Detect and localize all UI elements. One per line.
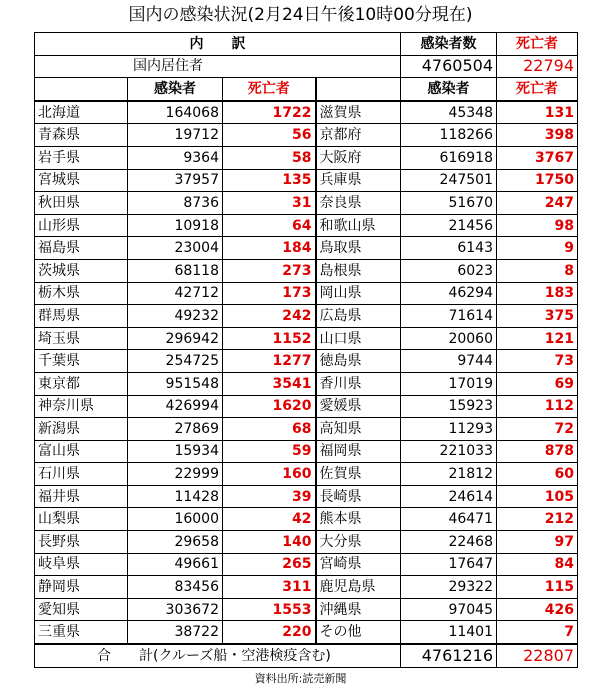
left-infected: 38722 bbox=[128, 621, 223, 644]
right-deaths: 131 bbox=[497, 101, 578, 124]
right-infected: 21812 bbox=[401, 463, 497, 486]
left-infected: 23004 bbox=[128, 237, 223, 260]
right-prefecture: その他 bbox=[316, 621, 401, 644]
right-deaths: 97 bbox=[497, 531, 578, 554]
table-row bbox=[35, 598, 578, 621]
table-row bbox=[35, 214, 578, 237]
right-prefecture: 愛媛県 bbox=[316, 395, 401, 418]
left-prefecture: 山梨県 bbox=[35, 508, 128, 531]
left-prefecture: 三重県 bbox=[35, 621, 128, 644]
left-deaths: 42 bbox=[223, 508, 316, 531]
right-deaths: 183 bbox=[497, 282, 578, 305]
right-infected: 221033 bbox=[401, 440, 497, 463]
left-infected: 303672 bbox=[128, 598, 223, 621]
total-deaths: 22807 bbox=[497, 644, 578, 667]
left-infected: 37957 bbox=[128, 169, 223, 192]
left-prefecture: 長野県 bbox=[35, 531, 128, 554]
left-prefecture: 岐阜県 bbox=[35, 553, 128, 576]
left-deaths: 265 bbox=[223, 553, 316, 576]
right-prefecture: 大分県 bbox=[316, 531, 401, 554]
right-infected: 21456 bbox=[401, 214, 497, 237]
right-prefecture: 熊本県 bbox=[316, 508, 401, 531]
right-deaths: 212 bbox=[497, 508, 578, 531]
left-infected: 951548 bbox=[128, 372, 223, 395]
table-row bbox=[35, 350, 578, 373]
left-infected: 9364 bbox=[128, 146, 223, 169]
right-prefecture: 宮崎県 bbox=[316, 553, 401, 576]
left-infected: 426994 bbox=[128, 395, 223, 418]
table-row bbox=[35, 508, 578, 531]
right-prefecture: 和歌山県 bbox=[316, 214, 401, 237]
right-deaths: 121 bbox=[497, 327, 578, 350]
right-infected: 616918 bbox=[401, 146, 497, 169]
right-deaths: 375 bbox=[497, 305, 578, 328]
residents-deaths: 22794 bbox=[497, 55, 578, 78]
right-infected: 71614 bbox=[401, 305, 497, 328]
page-title: 国内の感染状況(2月24日午後10時00分現在) bbox=[128, 5, 473, 25]
total-label: 合 計(クルーズ船・空港検疫含む) bbox=[35, 644, 401, 667]
right-infected: 6023 bbox=[401, 259, 497, 282]
table-row bbox=[35, 553, 578, 576]
table-row bbox=[35, 621, 578, 644]
left-deaths: 273 bbox=[223, 259, 316, 282]
right-prefecture: 兵庫県 bbox=[316, 169, 401, 192]
right-infected: 97045 bbox=[401, 598, 497, 621]
table-row bbox=[35, 418, 578, 441]
right-deaths: 60 bbox=[497, 463, 578, 486]
table-row bbox=[35, 124, 578, 147]
right-prefecture: 大阪府 bbox=[316, 146, 401, 169]
left-prefecture: 宮城県 bbox=[35, 169, 128, 192]
left-infected: 19712 bbox=[128, 124, 223, 147]
left-deaths: 184 bbox=[223, 237, 316, 260]
left-infected: 11428 bbox=[128, 485, 223, 508]
table-row bbox=[35, 101, 578, 124]
right-prefecture: 鹿児島県 bbox=[316, 576, 401, 599]
left-prefecture: 神奈川県 bbox=[35, 395, 128, 418]
left-deaths: 311 bbox=[223, 576, 316, 599]
right-infected: 24614 bbox=[401, 485, 497, 508]
left-infected: 296942 bbox=[128, 327, 223, 350]
left-prefecture: 埼玉県 bbox=[35, 327, 128, 350]
left-deaths: 64 bbox=[223, 214, 316, 237]
header-row bbox=[35, 33, 578, 56]
right-infected: 247501 bbox=[401, 169, 497, 192]
residents-label: 国内居住者 bbox=[35, 55, 401, 78]
right-prefecture: 長崎県 bbox=[316, 485, 401, 508]
left-deaths: 135 bbox=[223, 169, 316, 192]
left-deaths: 58 bbox=[223, 146, 316, 169]
right-prefecture: 滋賀県 bbox=[316, 101, 401, 124]
infection-table bbox=[34, 32, 578, 668]
right-infected: 15923 bbox=[401, 395, 497, 418]
left-infected: 83456 bbox=[128, 576, 223, 599]
table-row bbox=[35, 576, 578, 599]
left-infected: 27869 bbox=[128, 418, 223, 441]
right-infected: 22468 bbox=[401, 531, 497, 554]
right-deaths: 398 bbox=[497, 124, 578, 147]
table-row bbox=[35, 305, 578, 328]
right-prefecture: 京都府 bbox=[316, 124, 401, 147]
right-prefecture: 広島県 bbox=[316, 305, 401, 328]
left-deaths: 220 bbox=[223, 621, 316, 644]
right-infected: 29322 bbox=[401, 576, 497, 599]
left-deaths: 56 bbox=[223, 124, 316, 147]
right-deaths: 69 bbox=[497, 372, 578, 395]
left-prefecture: 新潟県 bbox=[35, 418, 128, 441]
right-infected: 51670 bbox=[401, 192, 497, 215]
right-deaths: 115 bbox=[497, 576, 578, 599]
table-row bbox=[35, 440, 578, 463]
breakdown-header: 内 訳 bbox=[35, 33, 401, 56]
table-row bbox=[35, 237, 578, 260]
right-deaths: 98 bbox=[497, 214, 578, 237]
right-deaths: 105 bbox=[497, 485, 578, 508]
left-deaths: 1152 bbox=[223, 327, 316, 350]
table-row bbox=[35, 282, 578, 305]
left-deaths: 59 bbox=[223, 440, 316, 463]
total-row bbox=[35, 644, 578, 667]
table-row bbox=[35, 192, 578, 215]
right-prefecture: 高知県 bbox=[316, 418, 401, 441]
right-pref-header bbox=[316, 78, 401, 101]
right-infected: 17019 bbox=[401, 372, 497, 395]
right-deaths: 72 bbox=[497, 418, 578, 441]
left-prefecture: 北海道 bbox=[35, 101, 128, 124]
left-prefecture: 山形県 bbox=[35, 214, 128, 237]
right-prefecture: 沖縄県 bbox=[316, 598, 401, 621]
table-row bbox=[35, 395, 578, 418]
infected-total-header: 感染者数 bbox=[401, 33, 497, 56]
left-infected: 164068 bbox=[128, 101, 223, 124]
right-infected: 17647 bbox=[401, 553, 497, 576]
left-deaths: 173 bbox=[223, 282, 316, 305]
left-deaths: 1553 bbox=[223, 598, 316, 621]
right-deaths: 112 bbox=[497, 395, 578, 418]
left-prefecture: 福島県 bbox=[35, 237, 128, 260]
left-prefecture: 静岡県 bbox=[35, 576, 128, 599]
table-row bbox=[35, 169, 578, 192]
right-deaths: 8 bbox=[497, 259, 578, 282]
right-deaths: 9 bbox=[497, 237, 578, 260]
right-infected-header: 感染者 bbox=[401, 78, 497, 101]
right-prefecture: 鳥取県 bbox=[316, 237, 401, 260]
left-deaths: 3541 bbox=[223, 372, 316, 395]
left-prefecture: 青森県 bbox=[35, 124, 128, 147]
left-deaths: 1277 bbox=[223, 350, 316, 373]
left-prefecture: 東京都 bbox=[35, 372, 128, 395]
left-deaths: 1620 bbox=[223, 395, 316, 418]
right-deaths: 878 bbox=[497, 440, 578, 463]
table-row bbox=[35, 485, 578, 508]
right-deaths: 84 bbox=[497, 553, 578, 576]
left-deaths: 31 bbox=[223, 192, 316, 215]
total-infected: 4761216 bbox=[401, 644, 497, 667]
left-deaths: 68 bbox=[223, 418, 316, 441]
right-prefecture: 佐賀県 bbox=[316, 463, 401, 486]
right-deaths: 426 bbox=[497, 598, 578, 621]
left-pref-header bbox=[35, 78, 128, 101]
left-infected: 49232 bbox=[128, 305, 223, 328]
left-prefecture: 石川県 bbox=[35, 463, 128, 486]
right-deaths: 73 bbox=[497, 350, 578, 373]
right-infected: 11293 bbox=[401, 418, 497, 441]
table-row bbox=[35, 372, 578, 395]
left-infected: 254725 bbox=[128, 350, 223, 373]
right-infected: 118266 bbox=[401, 124, 497, 147]
right-infected: 46471 bbox=[401, 508, 497, 531]
right-deaths: 7 bbox=[497, 621, 578, 644]
right-prefecture: 徳島県 bbox=[316, 350, 401, 373]
left-prefecture: 富山県 bbox=[35, 440, 128, 463]
table-row bbox=[35, 259, 578, 282]
right-infected: 45348 bbox=[401, 101, 497, 124]
source-note: 資料出所:読売新聞 bbox=[254, 672, 347, 685]
table-row bbox=[35, 327, 578, 350]
left-infected: 68118 bbox=[128, 259, 223, 282]
left-deaths-header: 死亡者 bbox=[223, 78, 316, 101]
right-infected: 11401 bbox=[401, 621, 497, 644]
residents-row bbox=[35, 55, 578, 78]
right-infected: 46294 bbox=[401, 282, 497, 305]
right-prefecture: 奈良県 bbox=[316, 192, 401, 215]
left-prefecture: 愛知県 bbox=[35, 598, 128, 621]
right-infected: 9744 bbox=[401, 350, 497, 373]
left-prefecture: 千葉県 bbox=[35, 350, 128, 373]
residents-infected: 4760504 bbox=[401, 55, 497, 78]
right-prefecture: 山口県 bbox=[316, 327, 401, 350]
left-prefecture: 岩手県 bbox=[35, 146, 128, 169]
right-deaths: 1750 bbox=[497, 169, 578, 192]
left-deaths: 242 bbox=[223, 305, 316, 328]
right-prefecture: 福岡県 bbox=[316, 440, 401, 463]
right-infected: 20060 bbox=[401, 327, 497, 350]
left-infected: 42712 bbox=[128, 282, 223, 305]
right-prefecture: 岡山県 bbox=[316, 282, 401, 305]
left-infected: 29658 bbox=[128, 531, 223, 554]
left-prefecture: 茨城県 bbox=[35, 259, 128, 282]
left-prefecture: 栃木県 bbox=[35, 282, 128, 305]
left-infected-header: 感染者 bbox=[128, 78, 223, 101]
left-prefecture: 群馬県 bbox=[35, 305, 128, 328]
left-prefecture: 福井県 bbox=[35, 485, 128, 508]
left-infected: 8736 bbox=[128, 192, 223, 215]
right-infected: 6143 bbox=[401, 237, 497, 260]
column-header-row bbox=[35, 78, 578, 101]
left-deaths: 140 bbox=[223, 531, 316, 554]
table-row bbox=[35, 463, 578, 486]
right-prefecture: 香川県 bbox=[316, 372, 401, 395]
right-deaths-header: 死亡者 bbox=[497, 78, 578, 101]
left-infected: 22999 bbox=[128, 463, 223, 486]
deaths-header: 死亡者 bbox=[497, 33, 578, 56]
right-deaths: 3767 bbox=[497, 146, 578, 169]
left-infected: 15934 bbox=[128, 440, 223, 463]
left-infected: 10918 bbox=[128, 214, 223, 237]
left-infected: 16000 bbox=[128, 508, 223, 531]
left-deaths: 160 bbox=[223, 463, 316, 486]
left-deaths: 1722 bbox=[223, 101, 316, 124]
left-deaths: 39 bbox=[223, 485, 316, 508]
right-prefecture: 島根県 bbox=[316, 259, 401, 282]
left-infected: 49661 bbox=[128, 553, 223, 576]
left-prefecture: 秋田県 bbox=[35, 192, 128, 215]
table-row bbox=[35, 531, 578, 554]
right-deaths: 247 bbox=[497, 192, 578, 215]
table-row bbox=[35, 146, 578, 169]
